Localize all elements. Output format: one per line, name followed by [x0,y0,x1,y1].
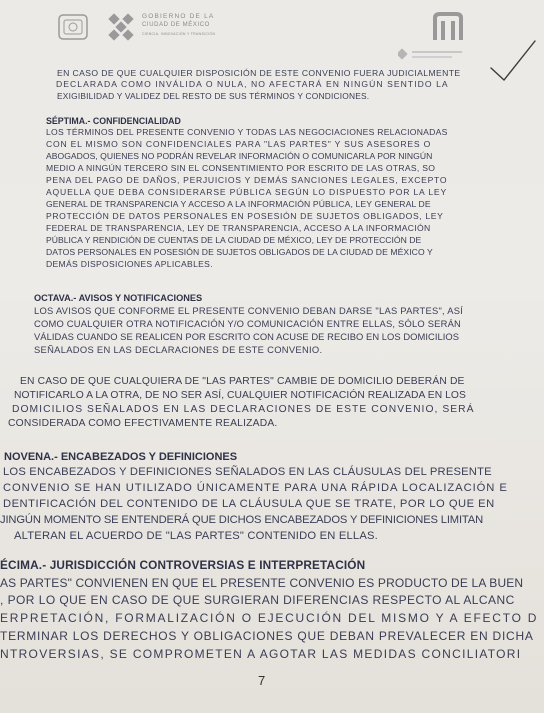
text-line: , POR LO QUE EN CASO DE QUE SURGIERAN DIFERENCIAS RESPECTO AL ALCANC [0,593,515,607]
handwritten-check-mark [488,38,538,86]
gov-line-3: CIENCIA, INNOVACIÓN Y TRANSICIÓN [142,32,216,36]
text-line: PENA DEL PAGO DE DAÑOS, PERJUICIOS Y DEMÁS SANCIONES LEGALES, EXCEPTO [46,175,448,185]
text-line: ERPRETACIÓN, FORMALIZACIÓN O EJECUCIÓN DEL MISMO Y A EFECTO D [0,611,539,625]
institution-stamp-icon [398,48,468,62]
text-line: NTROVERSIAS, SE COMPROMETEN A AGOTAR LAS MEDIDAS CONCILIATORI [0,647,522,661]
gov-line-1: GOBIERNO DE LA [142,13,215,20]
text-line: COMO CUALQUIER OTRA NOTIFICACIÓN Y/O COMUNICACIÓN ENTRE ELLAS, SÓLO SERÁN [34,318,461,329]
text-line: LOS TÉRMINOS DEL PRESENTE CONVENIO Y TODAS LAS NEGOCIACIONES RELACIONADAS [46,127,448,137]
text-line: DEMÁS DISPOSICIONES APLICABLES. [46,259,213,269]
text-line: GENERAL DE TRANSPARENCIA Y ACCESO A LA INFORMACIÓN PÚBLICA, LEY GENERAL DE [46,199,431,209]
text-line: EN CASO DE QUE CUALQUIER DISPOSICIÓN DE ESTE CONVENIO FUERA JUDICIALMENTE [57,68,461,78]
clause-heading: NOVENA.- ENCABEZADOS Y DEFINICIONES [4,451,238,463]
text-line: LOS AVISOS QUE CONFORME EL PRESENTE CONVENIO DEBAN DARSE "LAS PARTES", ASÍ [34,305,464,316]
metro-logo-icon [432,12,464,42]
text-line: MEDIO A NINGÚN TERCERO SIN EL CONSENTIMIENTO POR ESCRITO DE LAS OTRAS, SO [46,163,436,173]
clause-heading: ÉCIMA.- JURISDICCIÓN CONTROVERSIAS E INTERPRETACIÓN [0,558,366,572]
text-line: CON EL MISMO SON CONFIDENCIALES PARA "LAS PARTES" Y SUS ASESORES O [46,139,432,149]
page-number: 7 [258,673,266,688]
text-line: VÁLIDAS CUANDO SE REALICEN POR ESCRITO CON ACUSE DE RECIBO EN LOS DOMICILIOS [34,331,460,342]
clause-heading: SÉPTIMA.- CONFIDENCIALIDAD [46,116,181,126]
text-line: ALTERAN EL ACUERDO DE "LAS PARTES" CONTENIDO EN ELLAS. [14,530,378,542]
text-line: EXIGIBILIDAD Y VALIDEZ DEL RESTO DE SUS TÉRMINOS Y CONDICIONES. [57,91,370,101]
text-line: NOTIFICARLO A LA OTRA, DE NO SER ASÍ, CUALQUIER NOTIFICACIÓN REALIZADA EN LOS [14,390,466,401]
text-line: FEDERAL DE TRANSPARENCIA, LEY DE TRANSPARENCIA, ACCESO A LA INFORMACIÓN [46,223,431,233]
text-line: AS PARTES" CONVIENEN EN QUE EL PRESENTE CONVENIO ES PRODUCTO DE LA BUEN [0,576,524,590]
gov-line-2: CIUDAD DE MÉXICO [142,22,210,28]
text-line: SEÑALADOS EN LAS DECLARACIONES DE ESTE CONVENIO. [34,344,323,355]
clause-heading: OCTAVA.- AVISOS Y NOTIFICACIONES [34,293,203,303]
text-line: EN CASO DE QUE CUALQUIERA DE "LAS PARTES" CAMBIE DE DOMICILIO DEBERÁN DE [20,376,465,387]
text-line: DOMICILIOS SEÑALADOS EN LAS DECLARACIONES DE ESTE CONVENIO, SERÁ [12,404,475,415]
text-line: JINGÚN MOMENTO SE ENTENDERÁ QUE DICHOS ENCABEZADOS Y DEFINICIONES LIMITAN [0,514,484,526]
coat-of-arms-icon [58,14,88,40]
cdmx-logo-icon [106,12,140,46]
text-line: DENTIFICACIÓN DEL CONTENIDO DE LA CLÁUSULA QUE SE TRATE, POR LO QUE EN [3,498,495,510]
text-line: LOS ENCABEZADOS Y DEFINICIONES SEÑALADOS EN LAS CLÁUSULAS DEL PRESENTE [3,466,492,478]
text-line: CONVENIO SE HAN UTILIZADO ÚNICAMENTE PARA UNA RÁPIDA LOCALIZACIÓN E [3,482,508,494]
text-line: PÚBLICA Y RENDICIÓN DE CUENTAS DE LA CIUDAD DE MÉXICO, LEY DE PROTECCIÓN DE [46,235,422,245]
text-line: DATOS PERSONALES EN POSESIÓN DE SUJETOS OBLIGADOS DE LA CIUDAD DE MÉXICO Y [46,247,433,257]
text-line: TERMINAR LOS DERECHOS Y OBLIGACIONES QUE DEBAN PREVALECER EN DICHA [0,629,534,643]
government-name [142,12,215,39]
text-line: ABOGADOS, QUIENES NO PODRÁN REVELAR INFORMACIÓN O COMUNICARLA POR NINGÚN [46,151,433,161]
text-line: AQUELLA QUE DEBA CONSIDERARSE PÚBLICA SEGÚN LO DISPUESTO POR LA LEY [46,187,448,197]
text-line: CONSIDERADA COMO EFECTIVAMENTE REALIZADA. [8,418,278,429]
letterhead [0,0,544,60]
text-line: DECLARADA COMO INVÁLIDA O NULA, NO AFECTARÁ EN NINGÚN SENTIDO LA [56,79,449,89]
text-line: PROTECCIÓN DE DATOS PERSONALES EN POSESIÓN DE SUJETOS OBLIGADOS, LEY [46,211,444,221]
